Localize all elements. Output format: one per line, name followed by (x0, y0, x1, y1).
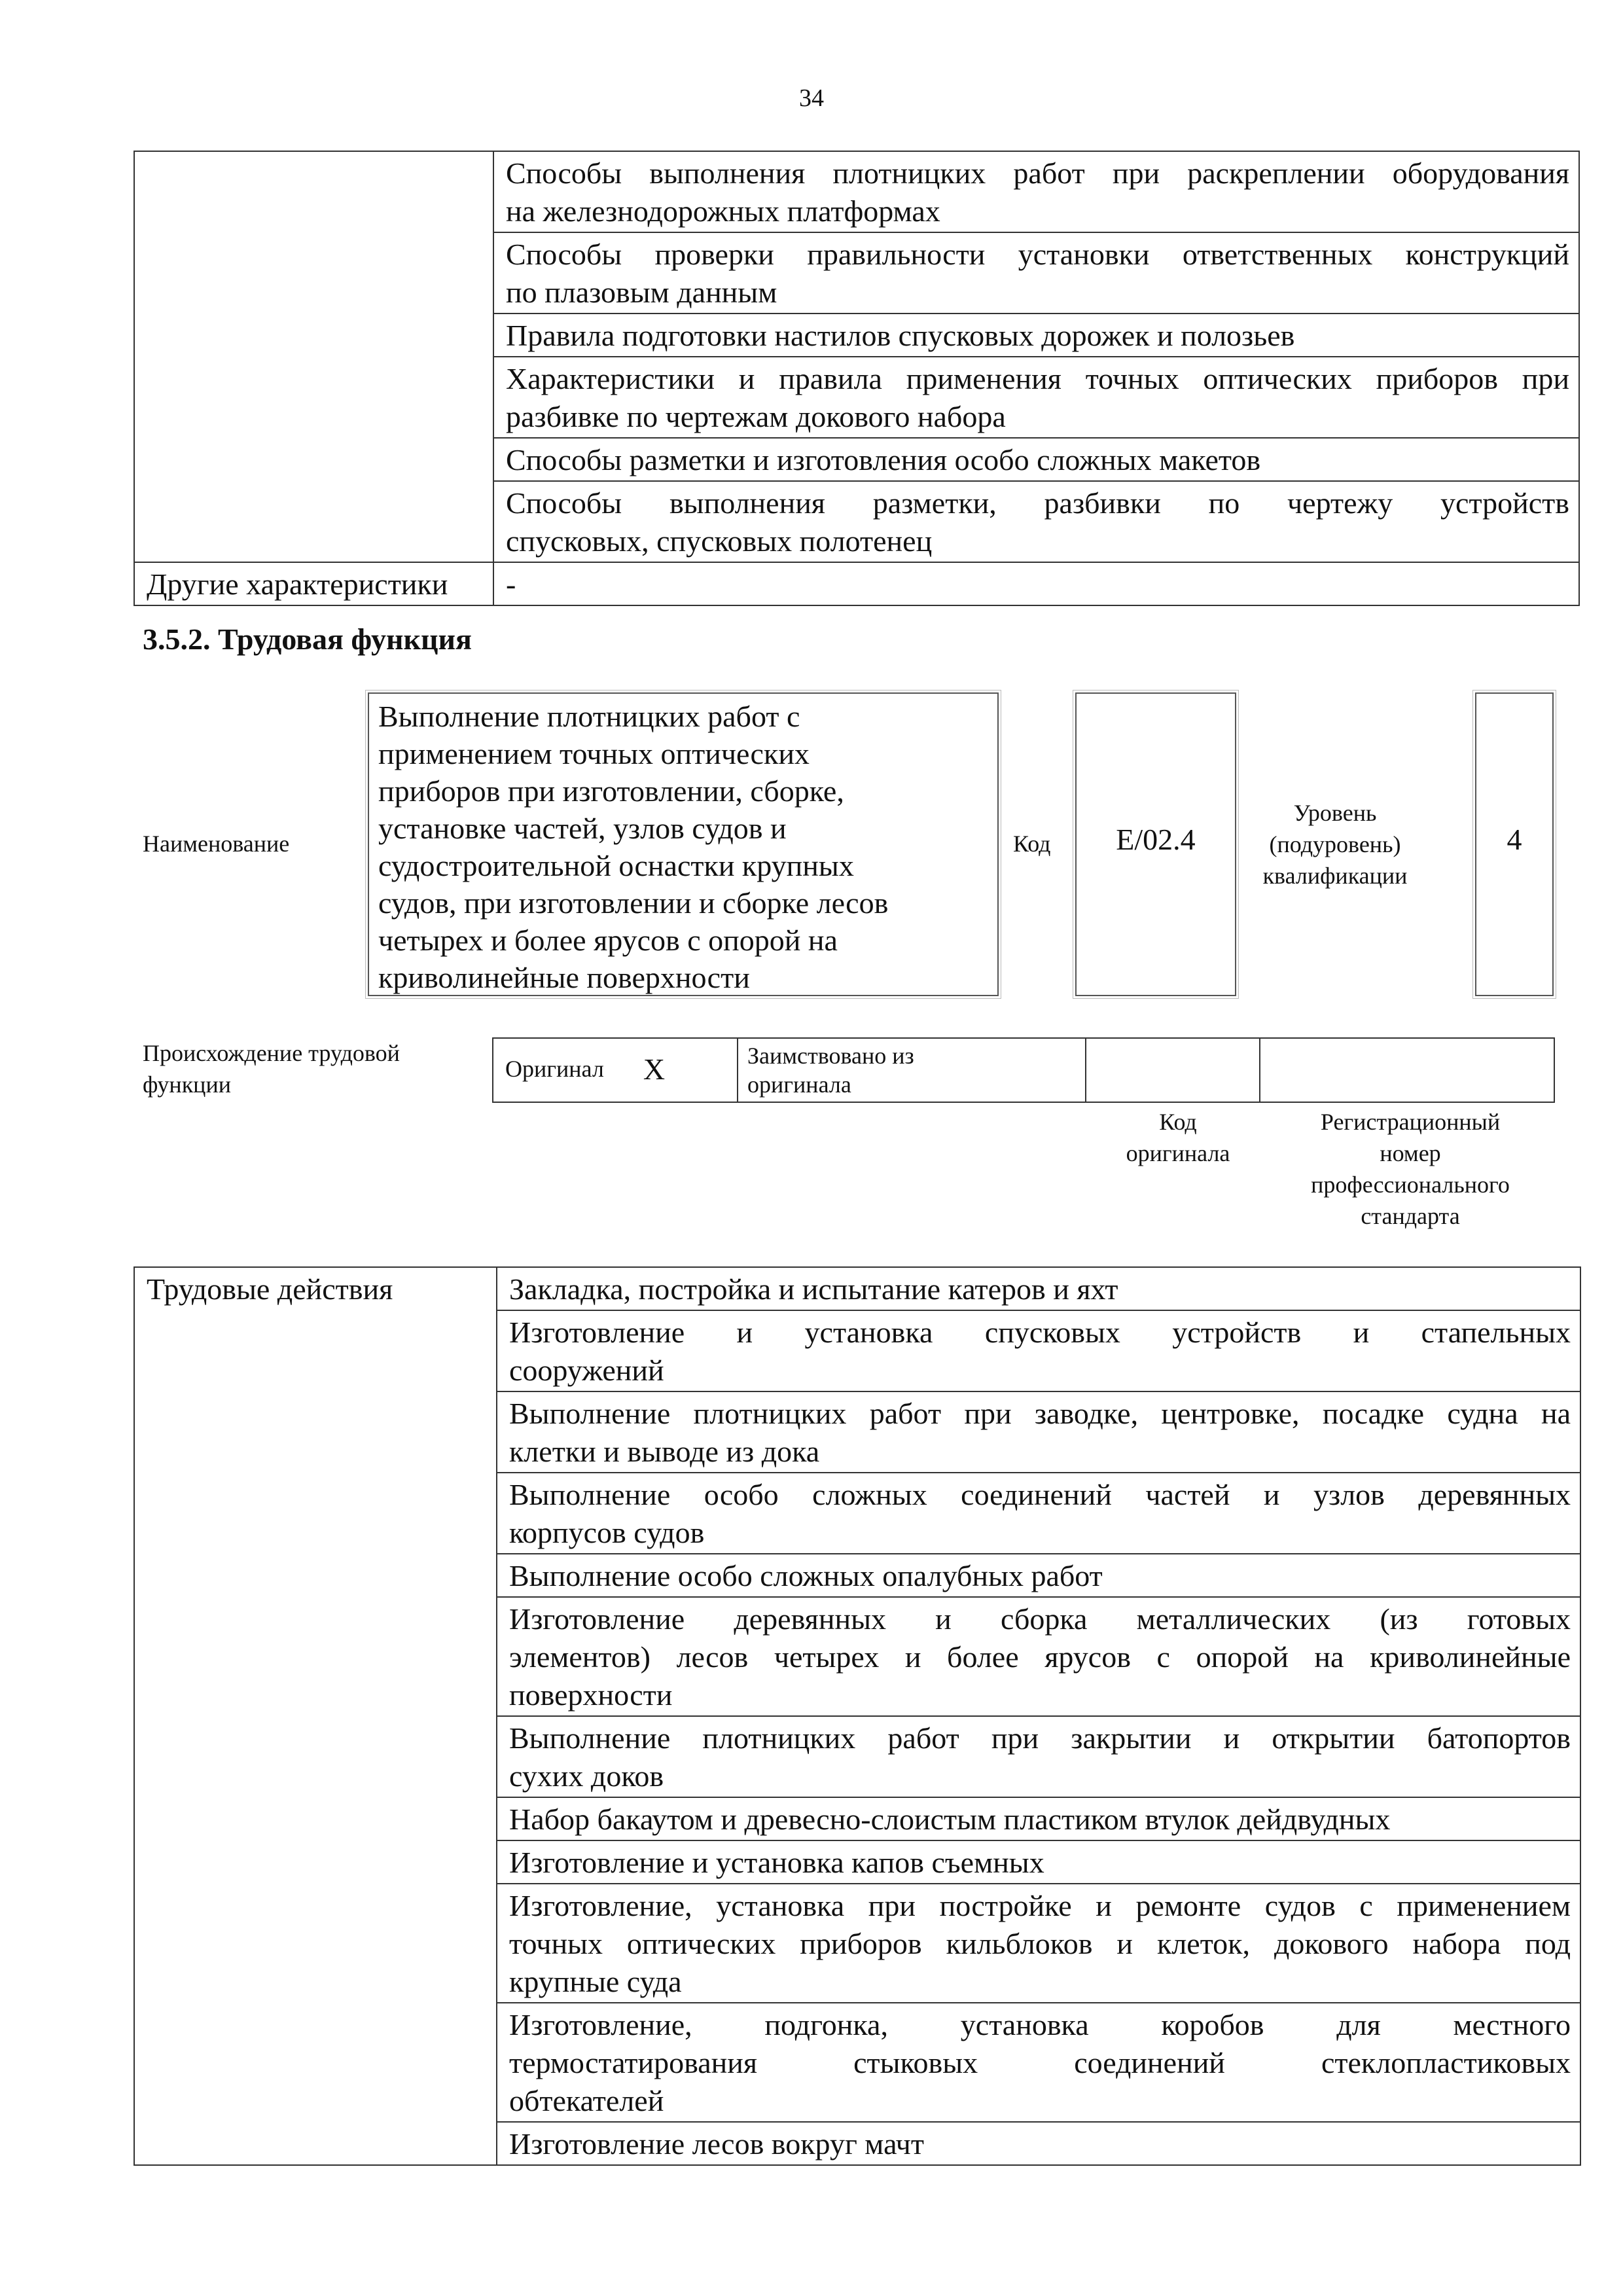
level-label (1237, 797, 1433, 891)
level-label-line: (подуровень) (1269, 831, 1401, 857)
table-row (493, 314, 1579, 357)
name-line: приборов при изготовлении, сборке, (378, 774, 844, 808)
row-line: сооружений (509, 1354, 664, 1387)
row-line: Изготовление деревянных и сборка металлических (из готовых (509, 1602, 1571, 1636)
name-line: криволинейные поверхности (378, 961, 750, 994)
code-box (1075, 692, 1236, 996)
table-row (497, 1797, 1580, 1840)
borrowed-cell (738, 1038, 1086, 1102)
registration-caption-line: номер (1380, 1140, 1441, 1166)
function-name-box (368, 692, 999, 996)
table-row (497, 1267, 1580, 1310)
row-line: сухих доков (509, 1759, 664, 1793)
row-line: клетки и выводе из дока (509, 1435, 820, 1468)
row-line: Правила подготовки настилов спусковых дорожек и полозьев (506, 319, 1295, 352)
level-box (1475, 692, 1554, 996)
original-label: Оригинал (505, 1056, 604, 1082)
row-line: Характеристики и правила применения точных оптических приборов при (506, 362, 1569, 395)
row-line: Выполнение особо сложных соединений частей и узлов деревянных (509, 1478, 1571, 1511)
registration-caption (1266, 1106, 1554, 1232)
table-row (497, 1597, 1580, 1716)
row-line: Изготовление, установка при постройке и ремонте судов с применением (509, 1889, 1571, 1922)
code-label: Код (1013, 831, 1051, 857)
name-line: установке частей, узлов судов и (378, 812, 787, 845)
table-row (497, 2003, 1580, 2122)
table-row (497, 1884, 1580, 2003)
original-code-cell (1086, 1038, 1260, 1102)
code-caption-line: оригинала (1126, 1140, 1230, 1166)
origin-table (492, 1037, 1555, 1103)
table-row (497, 1716, 1580, 1797)
row-line: разбивке по чертежам докового набора (506, 400, 1006, 433)
level-value: 4 (1507, 823, 1522, 856)
row-line: Способы проверки правильности установки ответственных конструкций (506, 238, 1569, 271)
row-line: элементов) лесов четырех и более ярусов с опорой на криволинейные (509, 1640, 1571, 1674)
name-line: судостроительной оснастки крупных (378, 849, 854, 882)
registration-caption-line: профессионального (1311, 1172, 1510, 1198)
code-caption-line: Код (1159, 1109, 1197, 1135)
row-line: Закладка, постройка и испытание катеров и яхт (509, 1272, 1118, 1306)
origin-label-line: функции (143, 1071, 231, 1098)
registration-number-cell (1260, 1038, 1554, 1102)
name-label: Наименование (143, 831, 290, 857)
labor-actions-table (134, 1266, 1581, 2166)
registration-caption-line: стандарта (1361, 1203, 1460, 1229)
section-heading: 3.5.2. Трудовая функция (143, 622, 472, 656)
row-line: точных оптических приборов кильблоков и клеток, докового набора под (509, 1927, 1571, 1960)
level-label-line: квалификации (1262, 863, 1408, 889)
labor-actions-label: Трудовые действия (134, 1267, 497, 2165)
row-line: обтекателей (509, 2084, 664, 2117)
table-row (497, 1840, 1580, 1884)
row-line: Изготовление, подгонка, установка коробов для местного (509, 2008, 1571, 2041)
row-line: по плазовым данным (506, 276, 777, 309)
row-line: Способы выполнения плотницких работ при раскреплении оборудования (506, 156, 1569, 190)
original-mark: X (643, 1052, 666, 1086)
row-line: Выполнение плотницких работ при заводке, центровке, посадке судна на (509, 1397, 1571, 1430)
table-row (497, 1473, 1580, 1554)
table-row (493, 151, 1579, 232)
knowledge-table (134, 151, 1580, 606)
row-line: спусковых, спусковых полотенец (506, 524, 933, 558)
row-line: поверхности (509, 1678, 673, 1712)
page-number: 34 (799, 84, 824, 112)
table-row (497, 1310, 1580, 1391)
name-line: применением точных оптических (378, 737, 810, 770)
row-line: корпусов судов (509, 1516, 705, 1549)
other-characteristics-label: Другие характеристики (134, 562, 493, 605)
empty-label-cell (134, 151, 493, 562)
name-line: судов, при изготовлении и сборке лесов (378, 886, 889, 920)
table-row (497, 1391, 1580, 1473)
table-row (493, 481, 1579, 562)
row-line: Набор бакаутом и древесно-слоистым пластиком втулок дейдвудных (509, 1803, 1391, 1836)
row-line: на железнодорожных платформах (506, 194, 940, 228)
name-line: Выполнение плотницких работ с (378, 700, 800, 733)
table-row (493, 232, 1579, 314)
registration-caption-line: Регистрационный (1320, 1109, 1501, 1135)
original-cell (493, 1038, 738, 1102)
row-line: Изготовление и установка капов съемных (509, 1846, 1044, 1879)
code-value: E/02.4 (1116, 823, 1196, 856)
row-line: Выполнение особо сложных опалубных работ (509, 1559, 1103, 1592)
origin-label (143, 1037, 400, 1100)
row-line: термостатирования стыковых соединений стеклопластиковых (509, 2046, 1571, 2079)
row-line: Изготовление лесов вокруг мачт (509, 2127, 924, 2161)
level-label-line: Уровень (1293, 800, 1377, 826)
row-line: Способы разметки и изготовления особо сложных макетов (506, 443, 1261, 476)
table-row (497, 2122, 1580, 2165)
row-line: Изготовление и установка спусковых устройств и стапельных (509, 1316, 1571, 1349)
table-row (493, 357, 1579, 438)
table-row (497, 1554, 1580, 1597)
other-characteristics-value: - (493, 562, 1579, 605)
row-line: Выполнение плотницких работ при закрытии и открытии батопортов (509, 1721, 1571, 1755)
code-caption (1090, 1106, 1266, 1169)
borrowed-line: оригинала (747, 1071, 851, 1098)
row-line: Способы выполнения разметки, разбивки по чертежу устройств (506, 486, 1569, 520)
row-line: крупные суда (509, 1965, 682, 1998)
borrowed-line: Заимствовано из (747, 1043, 914, 1069)
table-row (493, 438, 1579, 481)
name-line: четырех и более ярусов с опорой на (378, 924, 838, 957)
origin-label-line: Происхождение трудовой (143, 1040, 400, 1066)
